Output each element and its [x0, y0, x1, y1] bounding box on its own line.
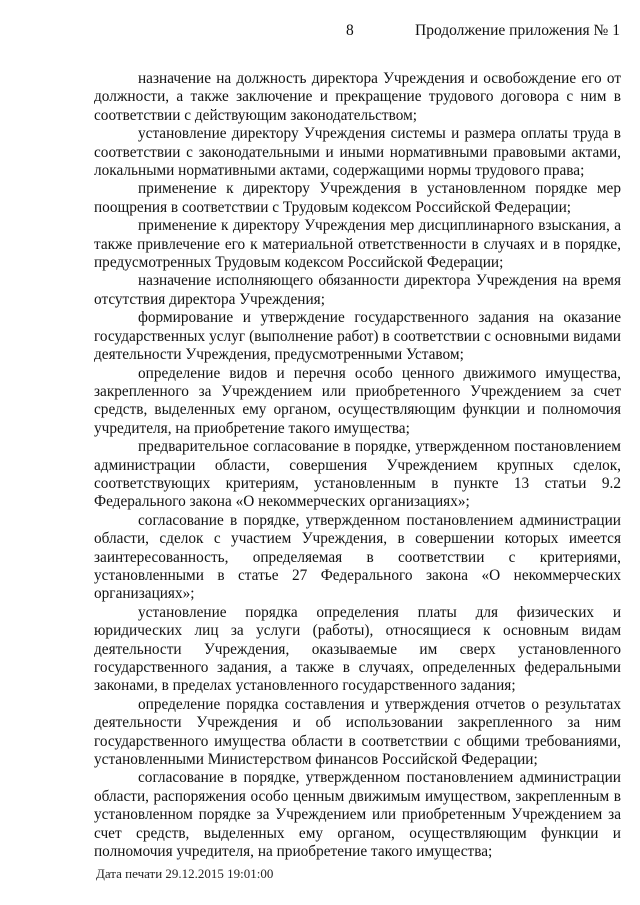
- paragraph-property-disposal: согласование в порядке, утвержденном постановлением администрации области, распоряжения особо ценным движимым имуществом, закрепленным в установленном порядке за Учреждением или приобретенным Учреждением за счет средств, выделенных ему органом, осуществляющим функции и полномочия учредителя, на приобретение такого имущества;: [94, 769, 621, 861]
- paragraph-encouragement: применение к директору Учреждения в установленном порядке мер поощрения в соответствии с Трудовым кодексом Российской Федерации;: [94, 180, 621, 216]
- paragraph-reporting: определение порядка составления и утверждения отчетов о результатах деятельности Учреждения и об использовании закрепленного за ним государственного имущества области в соответствии с общими требованиями, установленными Министерством финансов Российской Федерации;: [94, 695, 621, 769]
- paragraph-valuable-property: определение видов и перечня особо ценного движимого имущества, закрепленного за Учреждением или приобретенного Учреждением за счет средств, выделенных ему органом, осуществляющим функции и полномочия учредителя, на приобретение такого имущества;: [94, 364, 621, 437]
- document-body: [94, 70, 621, 861]
- paragraph-acting-director: назначение исполняющего обязанности директора Учреждения на время отсутствия директора Учреждения;: [94, 272, 621, 308]
- paragraph-major-transactions: предварительное согласование в порядке, утвержденном постановлением администрации области, совершения Учреждением крупных сделок, соответствующих критериям, установленным в пункте 13 статьи 9.2 Федерального закона «О некоммерческих организациях»;: [94, 438, 621, 511]
- paragraph-service-fees: установление порядка определения платы для физических и юридических лиц за услуги (работы), относящиеся к основным видам деятельности Учреждения, оказываемые им сверх установленного государственного задания, а также в случаях, определенных федеральными законами, в пределах установленного государственного задания;: [94, 603, 621, 695]
- paragraph-interested-transactions: согласование в порядке, утвержденном постановлением администрации области, сделок с участием Учреждения, в совершении которых имеется заинтересованность, определяемая в соответствии с критериями, установленными в статье 27 Федерального закона «О некоммерческих организациях»;: [94, 511, 621, 603]
- header-title: Продолжение приложения № 1: [415, 22, 620, 39]
- page-number: 8: [346, 22, 354, 39]
- paragraph-director-appointment: назначение на должность директора Учреждения и освобождение его от должности, а также заключение и прекращение трудового договора с ним в соответствии с действующим законодательством;: [94, 70, 621, 124]
- page-header: [0, 16, 640, 42]
- paragraph-state-assignment: формирование и утверждение государственного задания на оказание государственных услуг (выполнение работ) в соответствии с основными видами деятельности Учреждения, предусмотренными Уставом;: [94, 309, 621, 364]
- print-date-footer: Дата печати 29.12.2015 19:01:00: [96, 866, 274, 881]
- paragraph-salary-system: установление директору Учреждения системы и размера оплаты труда в соответствии с законодательными и иными нормативными правовыми актами, локальными нормативными актами, содержащими нормы трудового права;: [94, 125, 621, 180]
- paragraph-disciplinary: применение к директору Учреждения мер дисциплинарного взыскания, а также привлечение его к материальной ответственности в случаях и в порядке, предусмотренных Трудовым кодексом Российской Федерации;: [94, 217, 621, 272]
